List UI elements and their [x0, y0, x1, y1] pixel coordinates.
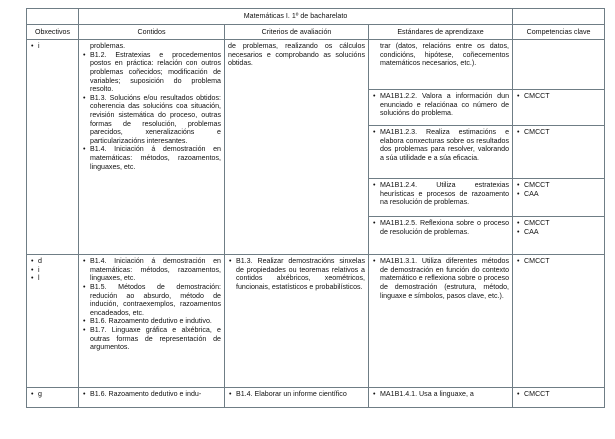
criteria-text: • B1.3. Realizar demostracións sinxelas de propiedades ou teoremas relativos a contidos alxébricos, xeométricos, funcionais, estatísticos e probabilísticos. [228, 257, 365, 291]
standard-cell [369, 126, 513, 179]
header-competences: Competencias clave [513, 24, 605, 40]
objective-item: • i [30, 266, 75, 275]
standard-text: • MA1B1.2.2. Valora a información dun enunciado e relaciónaa co número de solucións do problema. [372, 92, 509, 118]
empty-corner-cell [27, 9, 79, 25]
table-title: Matemáticas I. 1º de bacharelato [79, 9, 513, 25]
standard-text: • MA1B1.2.5. Reflexiona sobre o proceso de resolución de problemas. [372, 219, 509, 236]
block2-objectives [27, 255, 79, 388]
objective-item: • l [30, 274, 75, 283]
competence-cell [513, 255, 605, 388]
standard-cell [369, 90, 513, 126]
content-item: • B1.5. Métodos de demostración: redución ao absurdo, método de indución, contraexemplos, razoamentos encadeados, etc. [82, 283, 221, 317]
standard-text: • MA1B1.3.1. Utiliza diferentes métodos de demostración en función do contexto matemático e reflexiona sobre o proceso de demostración (estrutura, método, linguaxe e símbolos, pasos clave, etc.). [372, 257, 509, 300]
standard-text: • MA1B1.2.3. Realiza estimacións e elabora conxecturas sobre os resultados dos problemas para resolver, valorando a súa utilidade e a súa eficacia. [372, 128, 509, 162]
standard-cell [369, 217, 513, 255]
criteria-text: • B1.4. Elaborar un informe científico [228, 390, 365, 399]
header-standards: Estándares de aprendizaxe [369, 24, 513, 40]
header-objectives: Obxectivos [27, 24, 79, 40]
content-item: • B1.7. Linguaxe gráfica e alxébrica, e outras formas de representación de argumentos. [82, 326, 221, 352]
content-item: problemas. [90, 42, 126, 51]
standard-text: trar (datos, relacións entre os datos, condicións, hipótese, coñecementos matemáticos necesarios, etc.). [380, 42, 510, 68]
competence-cell [513, 179, 605, 217]
block3-contents [79, 388, 225, 408]
content-item: • B1.4. Iniciación á demostración en matemáticas: métodos, razoamentos, linguaxes, etc. [82, 257, 221, 283]
standard-cell [369, 40, 513, 90]
competence-item: • CMCCT [516, 92, 601, 101]
standard-cell [369, 388, 513, 408]
block1-objectives [27, 40, 79, 255]
competence-item: • CMCCT [516, 128, 601, 137]
criteria-text: de problemas, realizando os cálculos necesarios e comprobando as solucións obtidas. [228, 42, 365, 68]
competence-cell [513, 90, 605, 126]
competence-item: • CMCCT [516, 219, 601, 228]
standard-text: • MA1B1.4.1. Usa a linguaxe, a [372, 390, 509, 399]
empty-corner-cell [513, 9, 605, 25]
competence-item: • CMCCT [516, 181, 601, 190]
objective-item: • i [30, 42, 75, 51]
competence-item: • CMCCT [516, 257, 601, 266]
competence-cell [513, 388, 605, 408]
competence-item: • CMCCT [516, 390, 601, 399]
block2-contents [79, 255, 225, 388]
block1-criteria [225, 40, 369, 255]
header-contents: Contidos [79, 24, 225, 40]
competence-item: • CAA [516, 228, 601, 237]
objective-item: • g [30, 390, 75, 399]
block1-contents [79, 40, 225, 255]
standard-cell [369, 255, 513, 388]
content-item: • B1.2. Estratexias e procedementos postos en práctica: relación con outros problemas coñecidos; modificación de variables; suposición do problema resolto. [82, 51, 221, 94]
standard-cell [369, 179, 513, 217]
content-item: • B1.4. Iniciación á demostración en matemáticas: métodos, razoamentos, linguaxes, etc. [82, 145, 221, 171]
block2-criteria [225, 255, 369, 388]
objective-item: • d [30, 257, 75, 266]
block3-objectives [27, 388, 79, 408]
competence-cell [513, 217, 605, 255]
competence-cell [513, 40, 605, 90]
content-item: • B1.3. Solucións e/ou resultados obtidos: coherencia das solucións coa situación, revisión sistemática do proceso, outras formas de resolución, problemas parecidos, xeneralizacións e particularizacións interesantes. [82, 94, 221, 146]
competence-cell [513, 126, 605, 179]
content-item: • B1.6. Razoamento dedutivo e indu- [82, 390, 221, 399]
header-criteria: Criterios de avaliación [225, 24, 369, 40]
content-item: • B1.6. Razoamento dedutivo e indutivo. [82, 317, 221, 326]
competence-item: • CAA [516, 190, 601, 199]
curriculum-table [26, 8, 605, 408]
block3-criteria [225, 388, 369, 408]
standard-text: • MA1B1.2.4. Utiliza estratexias heurísticas e procesos de razoamento na resolución de problemas. [372, 181, 509, 207]
